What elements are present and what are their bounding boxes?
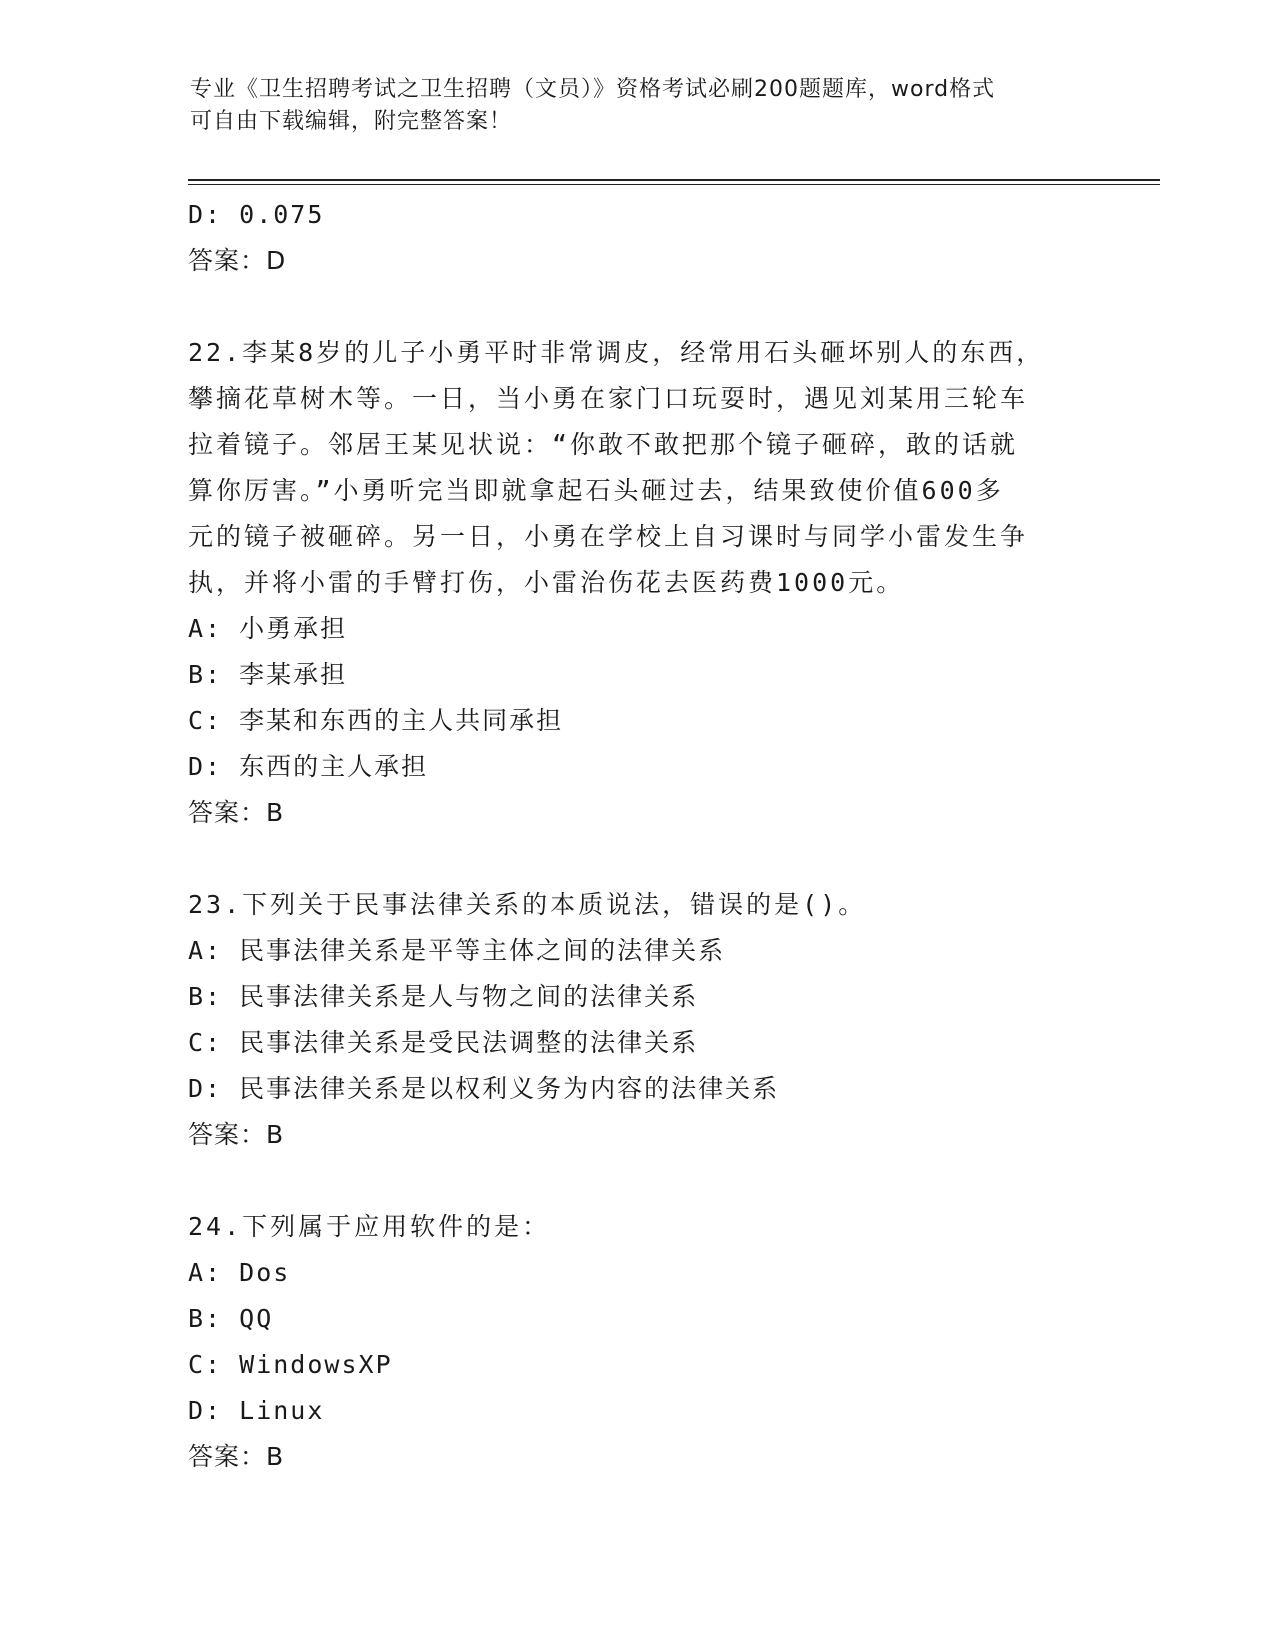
stem-line: 算你厉害。”小勇听完当即就拿起石头砸过去，结果致使价值600多 xyxy=(188,476,1004,505)
option-d: D: 民事法律关系是以权利义务为内容的法律关系 xyxy=(188,1074,780,1103)
option-c: C: WindowsXP xyxy=(188,1350,393,1379)
option-b: B: 李某承担 xyxy=(188,660,348,689)
header-title-line-2: 可自由下载编辑，附完整答案！ xyxy=(190,109,513,134)
option-a: A: 小勇承担 xyxy=(188,614,348,643)
option-a: A: 民事法律关系是平等主体之间的法律关系 xyxy=(188,936,726,965)
question-23 xyxy=(188,882,1088,1158)
option-c: C: 李某和东西的主人共同承担 xyxy=(188,706,564,735)
option-b: B: QQ xyxy=(188,1304,274,1333)
stem-line: 执，并将小雷的手臂打伤，小雷治伤花去医药费1000元。 xyxy=(188,568,905,597)
option-b: B: 民事法律关系是人与物之间的法律关系 xyxy=(188,982,699,1011)
stem-line: 拉着镜子。邻居王某见状说：“你敢不敢把那个镜子砸碎，敢的话就 xyxy=(188,430,1019,459)
stem-line: 攀摘花草树木等。一日，当小勇在家门口玩耍时，遇见刘某用三轮车 xyxy=(188,384,1029,413)
header-divider-thin xyxy=(188,184,1160,185)
stem-line: 元的镜子被砸碎。另一日，小勇在学校上自习课时与同学小雷发生争 xyxy=(188,522,1029,551)
stem-line: 23.下列关于民事法律关系的本质说法，错误的是()。 xyxy=(188,890,867,919)
spacer xyxy=(188,836,1088,882)
question-24 xyxy=(188,1204,1088,1480)
stem-line: 22.李某8岁的儿子小勇平时非常调皮，经常用石头砸坏别人的东西， xyxy=(188,338,1045,367)
answer-line: 答案：B xyxy=(188,798,285,827)
previous-question-tail xyxy=(188,192,1088,284)
question-22 xyxy=(188,330,1088,836)
option-d: D: 东西的主人承担 xyxy=(188,752,429,781)
header-title-line-1: 专业《卫生招聘考试之卫生招聘（文员）》资格考试必刷200题题库，word格式 xyxy=(190,77,996,102)
document-header xyxy=(190,74,1070,138)
option-d: D: Linux xyxy=(188,1396,325,1425)
question-stem xyxy=(188,330,1068,606)
stem-line: 24.下列属于应用软件的是： xyxy=(188,1212,551,1241)
question-list xyxy=(188,192,1088,1480)
answer-line: 答案：D xyxy=(188,246,287,275)
option-c: C: 民事法律关系是受民法调整的法律关系 xyxy=(188,1028,699,1057)
question-stem xyxy=(188,882,1068,928)
spacer xyxy=(188,1158,1088,1204)
spacer xyxy=(188,284,1088,330)
answer-line: 答案：B xyxy=(188,1442,285,1471)
question-stem xyxy=(188,1204,1068,1250)
option-d: D: 0.075 xyxy=(188,200,325,229)
header-divider-thick xyxy=(188,179,1160,181)
option-a: A: Dos xyxy=(188,1258,291,1287)
answer-line: 答案：B xyxy=(188,1120,285,1149)
